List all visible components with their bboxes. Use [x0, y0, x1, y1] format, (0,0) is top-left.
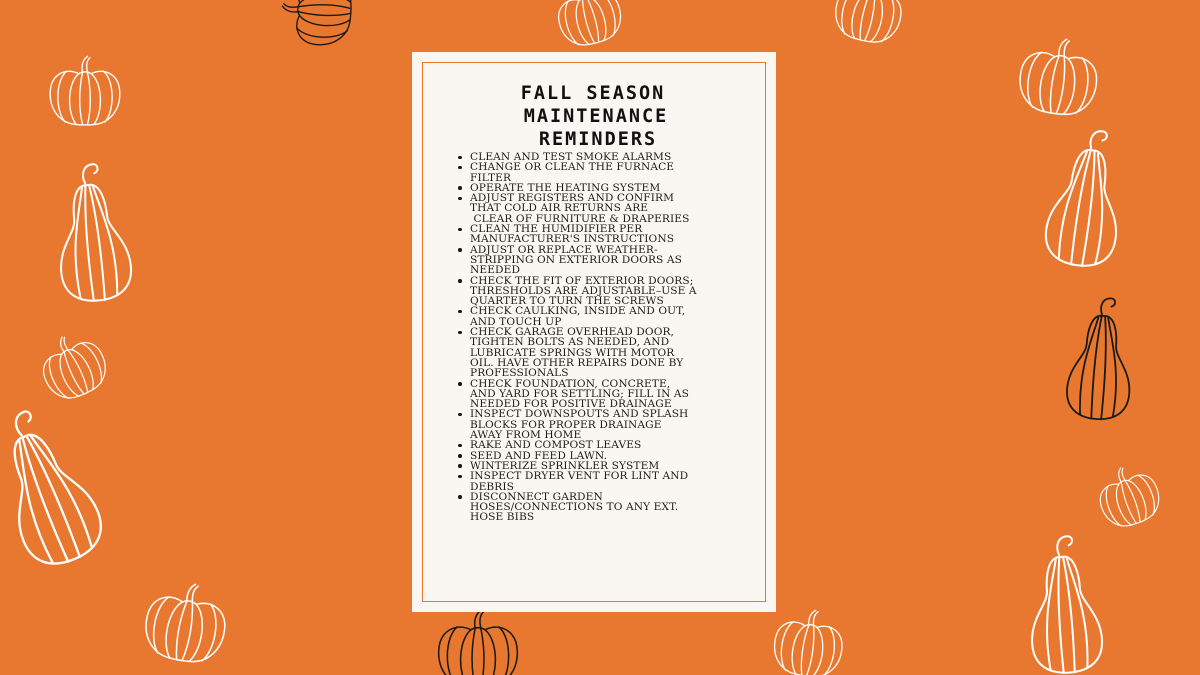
- pumpkin-icon: [50, 56, 120, 125]
- squash-icon: [0, 400, 111, 574]
- title-line: FALL SEASON: [520, 83, 666, 104]
- pumpkin-icon: [1091, 459, 1166, 533]
- squash-icon: [1025, 534, 1104, 675]
- checklist-item: DISCONNECT GARDEN HOSES/CONNECTIONS TO ANY EXT. HOSE BIBS: [470, 492, 732, 523]
- pumpkin-icon: [281, 0, 352, 46]
- pumpkin-icon: [141, 577, 232, 667]
- checklist-item: WINTERIZE SPRINKLER SYSTEM: [470, 461, 732, 471]
- pumpkin-icon: [32, 325, 114, 406]
- checklist-item: CHECK THE FIT OF EXTERIOR DOORS; THRESHOLDS ARE ADJUSTABLE–USE A QUARTER TO TURN THE SCREWS: [470, 276, 732, 307]
- pumpkin-icon: [551, 0, 626, 51]
- pumpkin-icon: [831, 0, 908, 47]
- checklist-item: CLEAN AND TEST SMOKE ALARMS: [470, 152, 732, 162]
- checklist-item: ADJUST REGISTERS AND CONFIRM THAT COLD AIR RETURNS ARE CLEAR OF FURNITURE & DRAPERIES: [470, 193, 732, 224]
- checklist-item: INSPECT DRYER VENT FOR LINT AND DEBRIS: [470, 471, 732, 492]
- pumpkin-icon: [1016, 34, 1102, 119]
- pumpkin-icon: [771, 605, 847, 675]
- checklist-item: INSPECT DOWNSPOUTS AND SPLASH BLOCKS FOR PROPER DRAINAGE AWAY FROM HOME: [470, 409, 732, 440]
- checklist-item: CHANGE OR CLEAN THE FURNACE FILTER: [470, 162, 732, 183]
- checklist-item: CHECK GARAGE OVERHEAD DOOR, TIGHTEN BOLTS AS NEEDED, AND LUBRICATE SPRINGS WITH MOTOR OIL. HAVE OTHER REPAIRS DONE BY PROFESSIONALS: [470, 327, 732, 378]
- title-line: MAINTENANCE: [523, 106, 669, 127]
- pumpkin-icon: [439, 610, 518, 675]
- checklist-item: CHECK FOUNDATION, CONCRETE, AND YARD FOR SETTLING; FILL IN AS NEEDED FOR POSITIVE DRAINAGE: [470, 379, 732, 410]
- checklist-item: OPERATE THE HEATING SYSTEM: [470, 183, 732, 193]
- checklist-item: CHECK CAULKING, INSIDE AND OUT, AND TOUCH UP: [470, 306, 732, 327]
- title-line: REMINDERS: [538, 129, 658, 150]
- reminder-card: [412, 52, 776, 612]
- squash-icon: [50, 161, 134, 304]
- checklist-item: SEED AND FEED LAWN.: [470, 451, 732, 461]
- checklist-item: CLEAN THE HUMIDIFIER PER MANUFACTURER'S INSTRUCTIONS: [470, 224, 732, 245]
- checklist-item: RAKE AND COMPOST LEAVES: [470, 440, 732, 450]
- squash-icon: [1042, 125, 1130, 270]
- squash-icon: [1065, 296, 1136, 421]
- maintenance-checklist: [470, 152, 732, 523]
- checklist-item: ADJUST OR REPLACE WEATHER- STRIPPING ON EXTERIOR DOORS AS NEEDED: [470, 245, 732, 276]
- card-title: [412, 82, 776, 151]
